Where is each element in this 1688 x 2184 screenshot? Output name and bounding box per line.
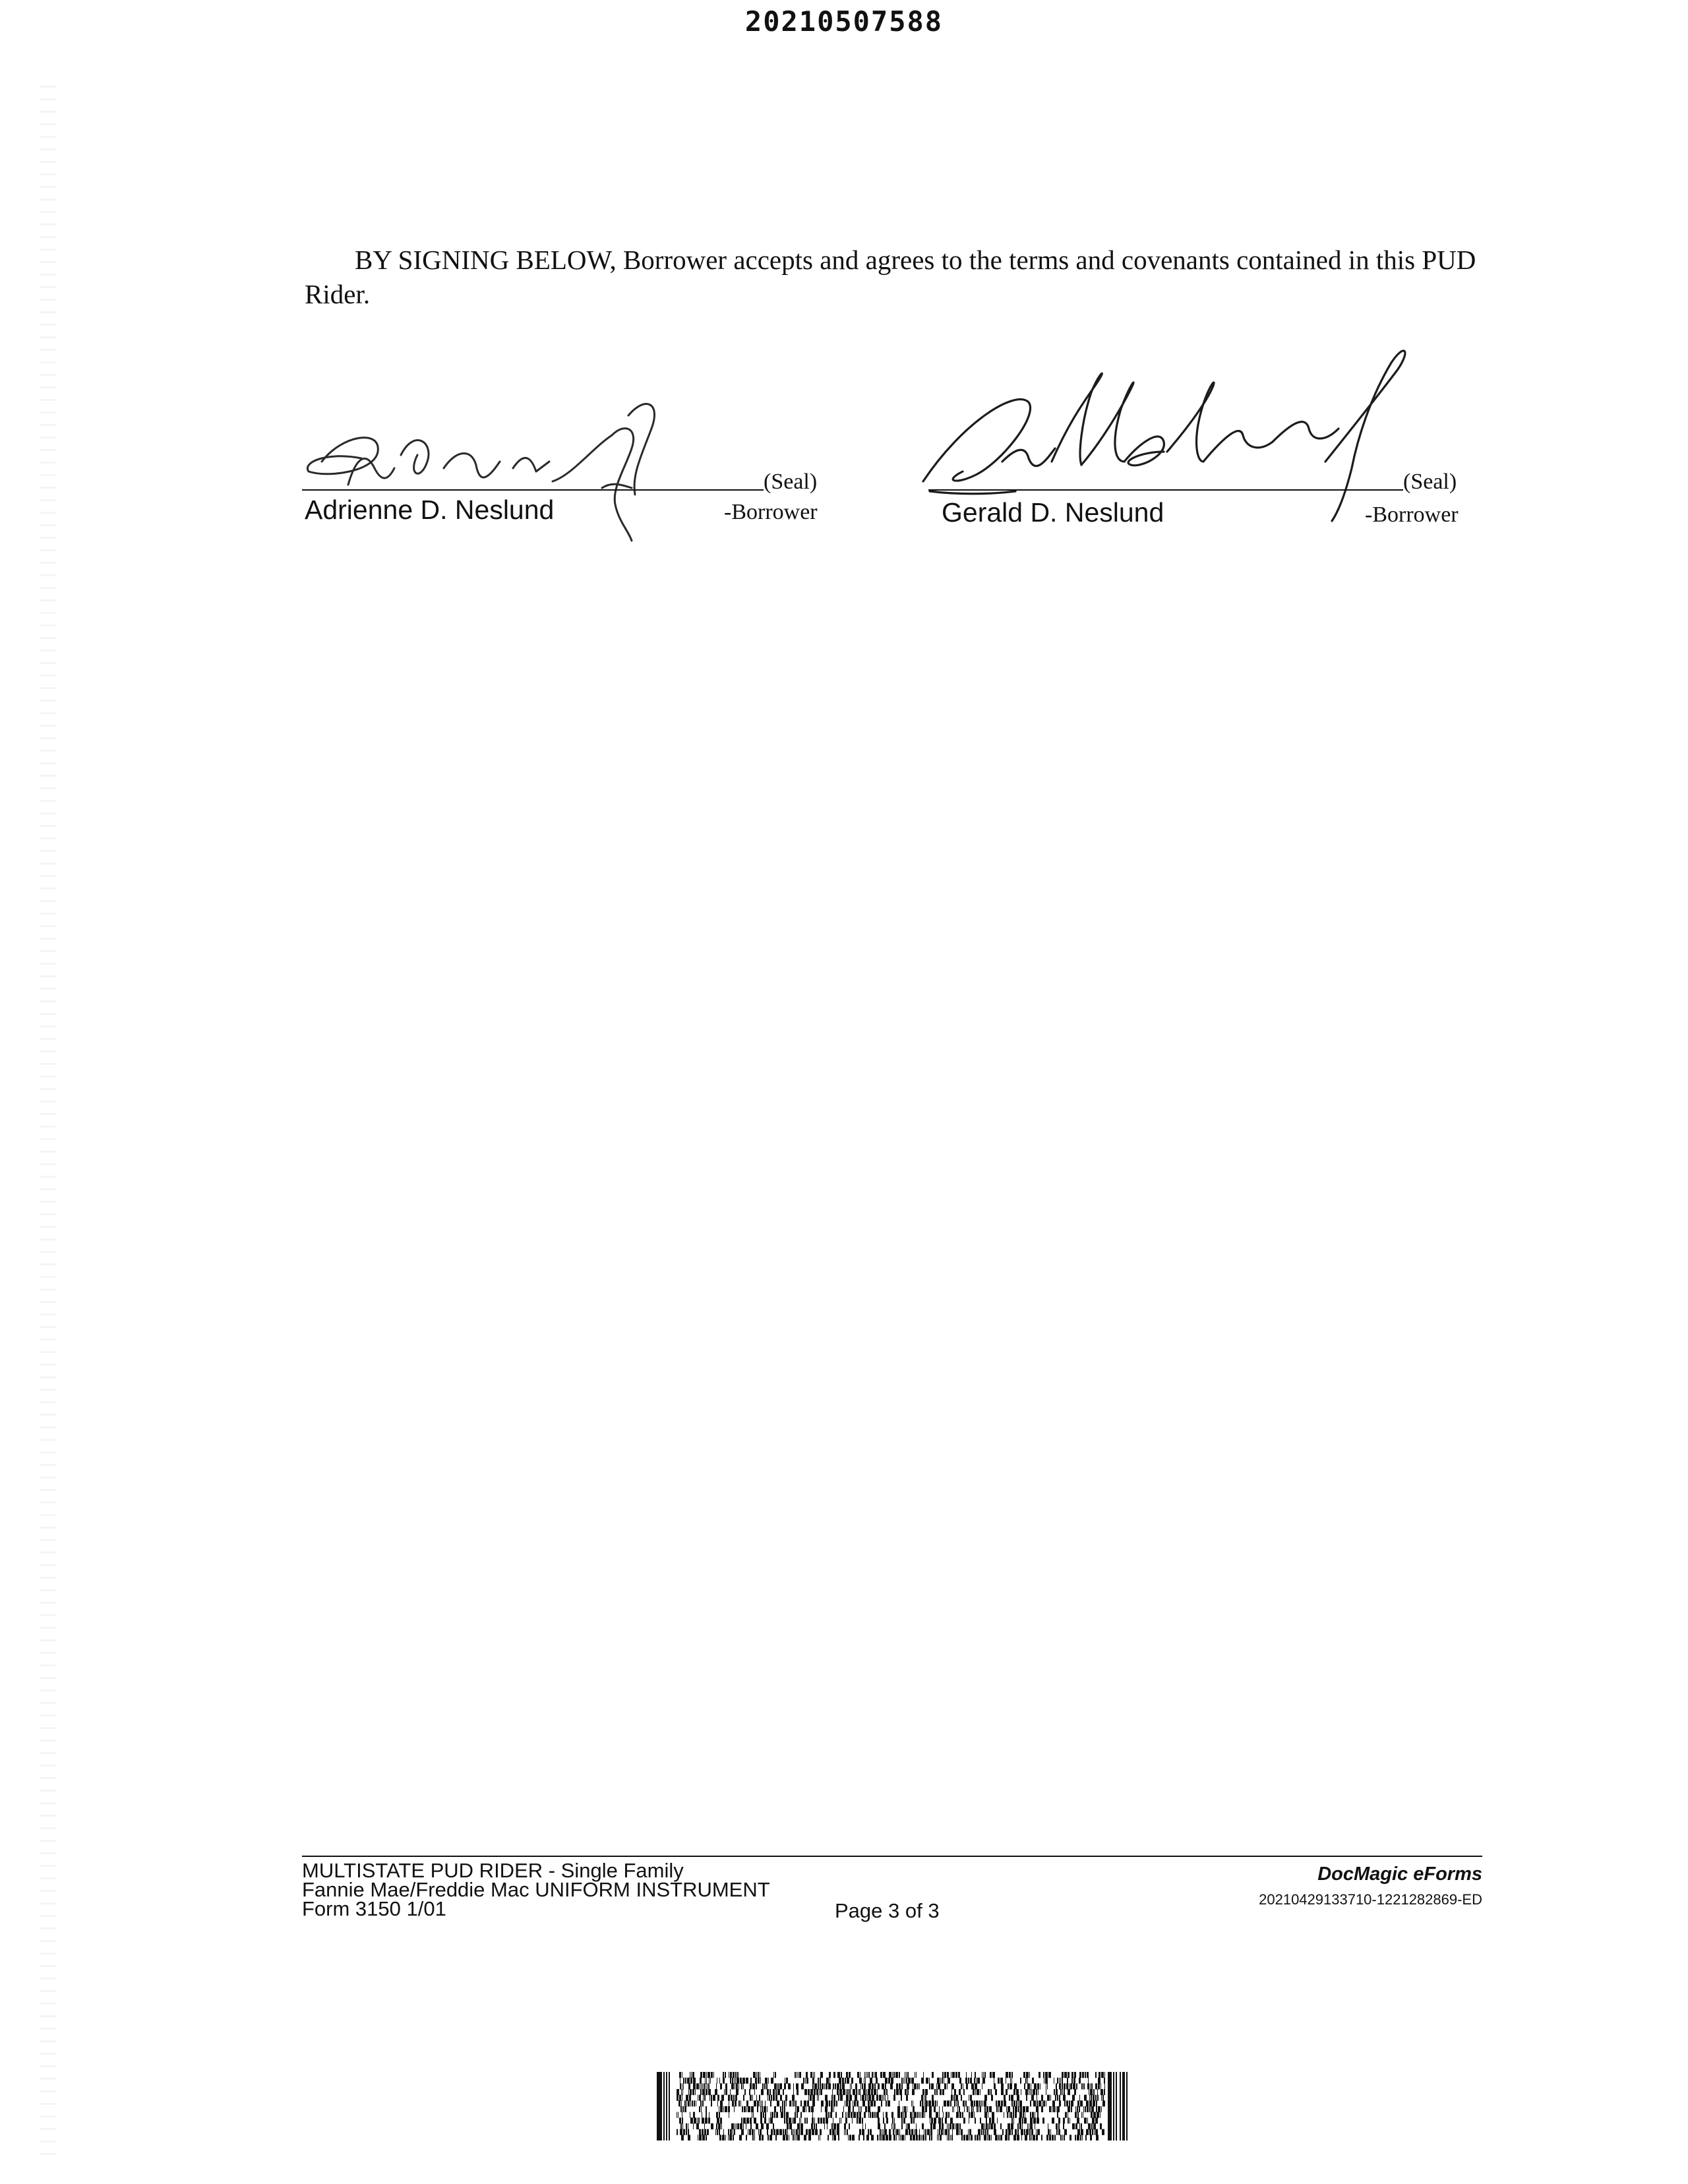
signature-line <box>302 489 764 491</box>
signing-agreement-paragraph <box>305 243 1505 311</box>
document-code: 20210429133710-1221282869-ED <box>1259 1891 1482 1908</box>
form-identification <box>302 1861 770 1918</box>
signature-line <box>928 489 1403 491</box>
agreement-text: BY SIGNING BELOW, Borrower accepts and agrees to the terms and covenants contained in this PUD Rider. <box>305 245 1476 309</box>
borrower-role-label: -Borrower <box>724 500 818 524</box>
page-number: Page 3 of 3 <box>835 1899 940 1922</box>
borrower-name: Gerald D. Neslund <box>942 497 1164 528</box>
borrower-name: Adrienne D. Neslund <box>305 495 555 525</box>
docmagic-logo: DocMagic eForms <box>1317 1864 1482 1885</box>
recording-number: 20210507588 <box>744 5 944 38</box>
form-line-2: Fannie Mae/Freddie Mac UNIFORM INSTRUMENT <box>302 1878 770 1901</box>
borrower-role-label: -Borrower <box>1365 502 1459 527</box>
signature-block-borrower-1 <box>302 422 839 528</box>
form-line-1: MULTISTATE PUD RIDER - Single Family <box>302 1859 684 1882</box>
pdf417-barcode-icon <box>657 2072 1137 2140</box>
signature-block-borrower-2 <box>923 422 1477 528</box>
form-line-3: Form 3150 1/01 <box>302 1897 446 1920</box>
footer-divider <box>302 1856 1482 1857</box>
seal-label: (Seal) <box>1403 470 1457 494</box>
scan-margin-noise <box>40 86 57 2163</box>
seal-label: (Seal) <box>764 470 818 494</box>
